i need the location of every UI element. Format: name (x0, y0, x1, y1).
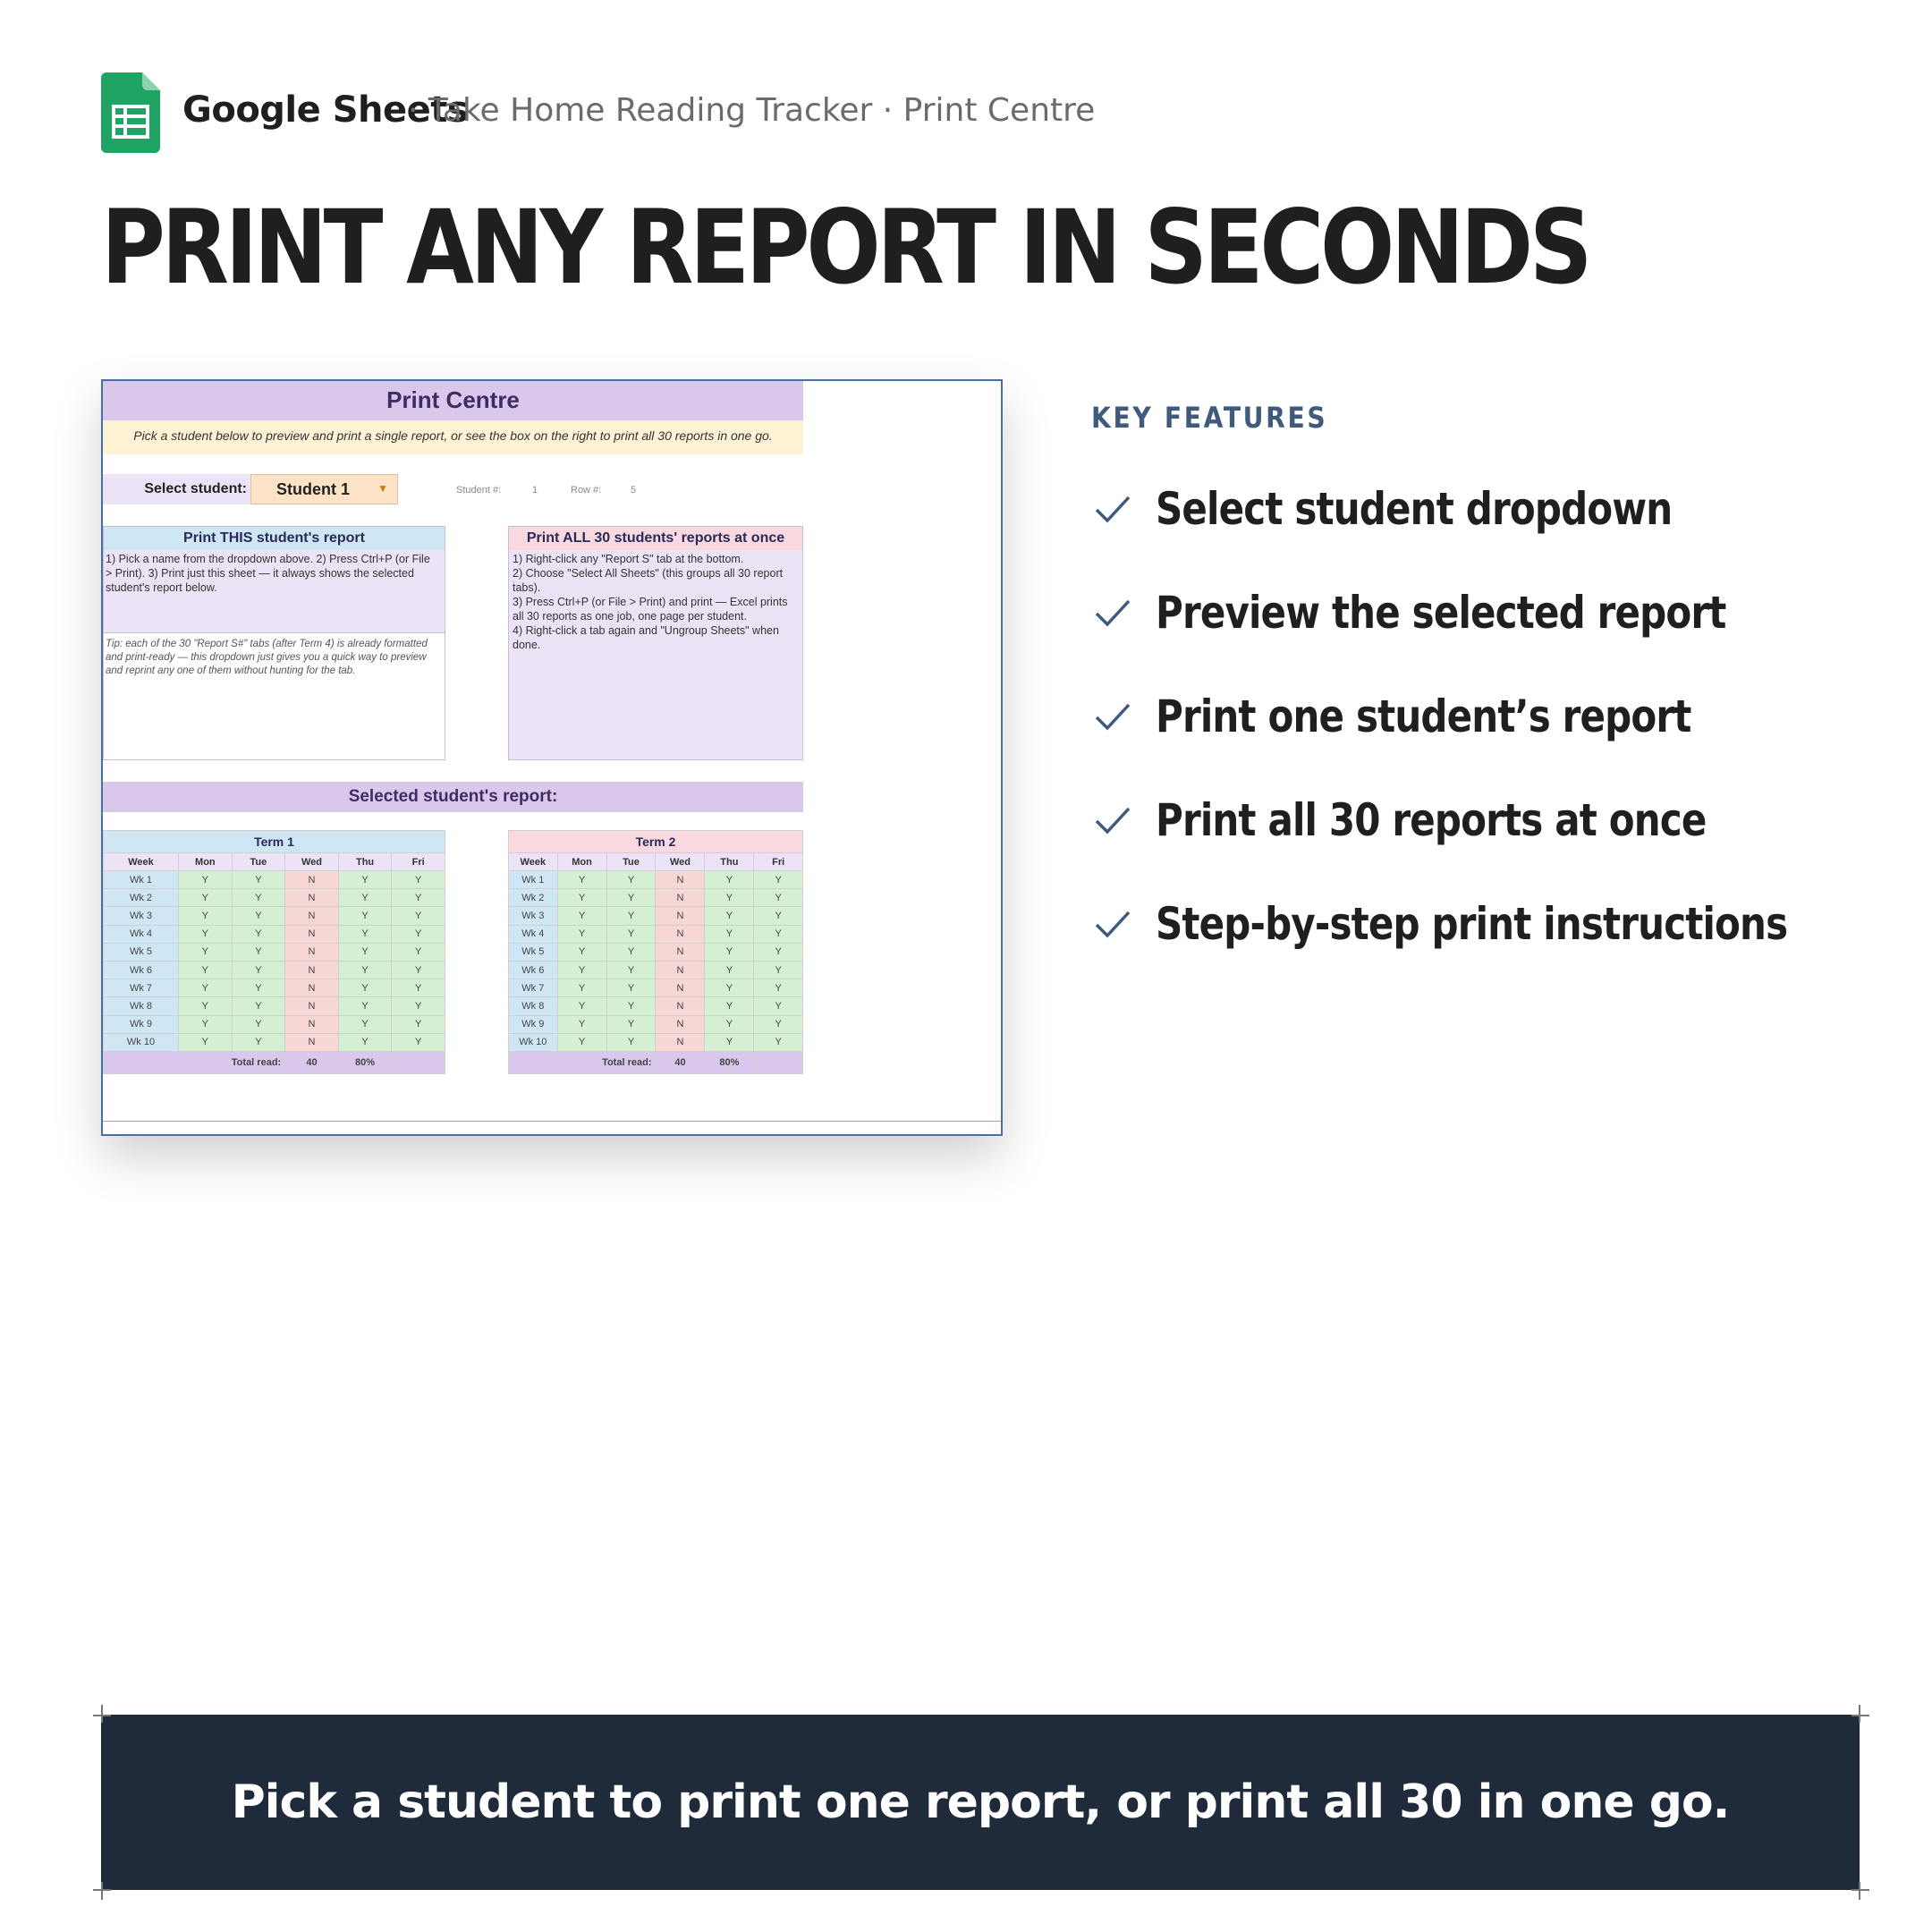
reading-cell: Y (232, 961, 285, 979)
reading-cell: Y (754, 979, 803, 997)
reading-cell: Y (606, 997, 656, 1015)
reading-cell: Y (557, 979, 606, 997)
reading-cell: Y (606, 1015, 656, 1033)
crop-mark (1852, 1889, 1869, 1891)
reading-cell: Y (754, 1033, 803, 1051)
row-number-label: Row #: (571, 485, 602, 496)
reading-cell: Y (754, 1015, 803, 1033)
week-cell: Wk 1 (104, 871, 179, 889)
reading-cell: Y (606, 889, 656, 907)
feature-text: Select student dropdown (1156, 483, 1673, 535)
table-row (104, 979, 445, 997)
app-brand: Google Sheets (182, 89, 469, 131)
total-label: Total read: (104, 1051, 285, 1073)
week-cell: Wk 10 (104, 1033, 179, 1051)
reading-cell: Y (705, 925, 754, 943)
week-cell: Wk 6 (509, 961, 558, 979)
row-number-value: 5 (631, 485, 637, 496)
week-cell: Wk 4 (104, 925, 179, 943)
crop-mark (1859, 1882, 1860, 1900)
reading-cell: Y (557, 943, 606, 961)
table-row (104, 889, 445, 907)
reading-cell: Y (392, 907, 445, 925)
reading-cell: Y (705, 997, 754, 1015)
selected-report-bar (103, 782, 803, 812)
reading-cell: Y (338, 997, 392, 1015)
reading-cell: Y (232, 925, 285, 943)
column-header: Fri (754, 853, 803, 871)
table-row (104, 943, 445, 961)
google-sheets-logo-icon (101, 72, 160, 153)
table-row (104, 997, 445, 1015)
reading-cell: Y (754, 943, 803, 961)
reading-cell: Y (557, 889, 606, 907)
reading-cell: Y (179, 997, 233, 1015)
reading-cell: Y (179, 943, 233, 961)
table-row (509, 925, 803, 943)
print-this-student-steps: 1) Pick a name from the dropdown above. 2) Press Ctrl+P (or File > Print). 3) Print just this sheet — it always shows the selected student's report below. (106, 553, 430, 594)
print-this-student-box (103, 526, 445, 760)
total-value: 40 (285, 1051, 339, 1073)
sheet-note-bar (103, 420, 803, 454)
reading-cell: Y (232, 907, 285, 925)
crop-mark (101, 1705, 103, 1723)
feature-item (1093, 689, 1880, 751)
reading-cell: Y (606, 961, 656, 979)
reading-cell: Y (338, 871, 392, 889)
reading-cell: N (656, 961, 705, 979)
select-student-value: Student 1 (276, 480, 351, 498)
reading-cell: N (656, 1015, 705, 1033)
total-blank (392, 1051, 445, 1073)
table-row (104, 1015, 445, 1033)
week-cell: Wk 3 (509, 907, 558, 925)
reading-cell: Y (754, 907, 803, 925)
week-cell: Wk 8 (509, 997, 558, 1015)
reading-cell: Y (232, 871, 285, 889)
column-header: Week (104, 853, 179, 871)
reading-cell: Y (179, 961, 233, 979)
reading-cell: Y (557, 1015, 606, 1033)
feature-text: Preview the selected report (1156, 587, 1726, 639)
feature-item (1093, 481, 1880, 544)
column-header: Tue (232, 853, 285, 871)
reading-cell: N (656, 979, 705, 997)
reading-cell: Y (705, 943, 754, 961)
column-header: Fri (392, 853, 445, 871)
reading-cell: N (656, 1033, 705, 1051)
reading-cell: Y (232, 1015, 285, 1033)
total-percent: 80% (705, 1051, 754, 1073)
table-row (509, 1015, 803, 1033)
feature-text: Print all 30 reports at once (1156, 794, 1707, 846)
week-cell: Wk 7 (104, 979, 179, 997)
week-cell: Wk 2 (509, 889, 558, 907)
reading-cell: N (656, 889, 705, 907)
total-percent: 80% (338, 1051, 392, 1073)
table-row (509, 997, 803, 1015)
reading-cell: Y (232, 1033, 285, 1051)
reading-cell: Y (557, 997, 606, 1015)
week-cell: Wk 9 (104, 1015, 179, 1033)
reading-cell: Y (754, 961, 803, 979)
week-cell: Wk 10 (509, 1033, 558, 1051)
total-value: 40 (656, 1051, 705, 1073)
reading-cell: Y (392, 889, 445, 907)
feature-item (1093, 896, 1880, 959)
reading-cell: Y (606, 907, 656, 925)
reading-cell: Y (232, 943, 285, 961)
reading-cell: Y (705, 889, 754, 907)
reading-cell: Y (557, 1033, 606, 1051)
column-header: Mon (179, 853, 233, 871)
selected-report-heading: Selected student's report: (348, 787, 558, 806)
reading-cell: Y (232, 889, 285, 907)
week-cell: Wk 4 (509, 925, 558, 943)
print-this-student-tip: Tip: each of the 30 "Report S#" tabs (after Term 4) is already formatted and print-ready — this dropdown just gives you a quick way to preview and reprint any one of them without hunting for the tab. (106, 639, 428, 676)
reading-cell: Y (338, 961, 392, 979)
checkmark-icon (1093, 492, 1132, 528)
reading-cell: Y (338, 943, 392, 961)
reading-cell: N (285, 889, 339, 907)
reading-cell: N (285, 997, 339, 1015)
reading-cell: Y (557, 907, 606, 925)
week-cell: Wk 6 (104, 961, 179, 979)
column-header: Thu (338, 853, 392, 871)
reading-cell: N (285, 979, 339, 997)
column-header: Mon (557, 853, 606, 871)
reading-cell: N (285, 1033, 339, 1051)
reading-cell: Y (392, 997, 445, 1015)
reading-cell: N (656, 907, 705, 925)
checkmark-icon (1093, 596, 1132, 631)
key-features-label: KEY FEATURES (1091, 401, 1328, 435)
reading-cell: Y (557, 871, 606, 889)
reading-cell: Y (557, 961, 606, 979)
week-cell: Wk 5 (104, 943, 179, 961)
reading-cell: Y (606, 1033, 656, 1051)
dropdown-arrow-icon[interactable]: ▼ (377, 482, 388, 495)
reading-cell: Y (705, 1033, 754, 1051)
reading-cell: Y (232, 979, 285, 997)
reading-cell: N (656, 997, 705, 1015)
sheet-note: Pick a student below to preview and print a single report, or see the box on the right to print all 30 reports in one go. (133, 428, 773, 443)
table-row (509, 979, 803, 997)
reading-cell: Y (338, 979, 392, 997)
reading-cell: Y (338, 1033, 392, 1051)
table-row (509, 889, 803, 907)
reading-cell: Y (606, 925, 656, 943)
print-all-students-title: Print ALL 30 students' reports at once (509, 527, 802, 550)
reading-cell: Y (705, 979, 754, 997)
column-header: Wed (285, 853, 339, 871)
table-row (509, 1033, 803, 1051)
feature-item (1093, 792, 1880, 855)
week-cell: Wk 7 (509, 979, 558, 997)
table-row (104, 907, 445, 925)
reading-cell: Y (179, 979, 233, 997)
reading-cell: N (656, 925, 705, 943)
week-cell: Wk 2 (104, 889, 179, 907)
reading-cell: Y (606, 979, 656, 997)
reading-cell: Y (705, 1015, 754, 1033)
table-row (104, 925, 445, 943)
table-row (509, 961, 803, 979)
reading-cell: Y (392, 961, 445, 979)
reading-cell: Y (338, 1015, 392, 1033)
reading-cell: N (285, 925, 339, 943)
reading-cell: Y (392, 925, 445, 943)
reading-cell: Y (392, 871, 445, 889)
reading-cell: Y (392, 1033, 445, 1051)
reading-cell: Y (754, 871, 803, 889)
column-header: Tue (606, 853, 656, 871)
table-row (509, 943, 803, 961)
reading-cell: Y (179, 1015, 233, 1033)
reading-cell: N (285, 961, 339, 979)
reading-cell: Y (606, 871, 656, 889)
spreadsheet-preview (101, 379, 1003, 1136)
table-row (104, 1033, 445, 1051)
week-cell: Wk 1 (509, 871, 558, 889)
reading-cell: N (285, 1015, 339, 1033)
crop-mark (1852, 1715, 1869, 1716)
feature-text: Step-by-step print instructions (1156, 898, 1788, 950)
page-title: PRINT ANY REPORT IN SECONDS (101, 188, 1589, 307)
term-2-table (508, 830, 803, 1074)
print-this-student-title: Print THIS student's report (104, 527, 445, 550)
checkmark-icon (1093, 699, 1132, 735)
feature-text: Print one student’s report (1156, 691, 1691, 742)
reading-cell: Y (754, 997, 803, 1015)
student-number-value: 1 (532, 485, 538, 496)
reading-cell: Y (392, 943, 445, 961)
feature-item (1093, 585, 1880, 648)
reading-cell: Y (705, 871, 754, 889)
reading-cell: Y (705, 907, 754, 925)
reading-cell: Y (179, 1033, 233, 1051)
reading-cell: Y (392, 1015, 445, 1033)
column-header: Week (509, 853, 558, 871)
reading-cell: Y (179, 871, 233, 889)
footer-banner-text: Pick a student to print one report, or print all 30 in one go. (231, 1775, 1730, 1829)
total-label: Total read: (509, 1051, 656, 1073)
reading-cell: Y (338, 925, 392, 943)
table-row (104, 961, 445, 979)
week-cell: Wk 5 (509, 943, 558, 961)
breadcrumb: · Take Home Reading Tracker · Print Centre (408, 92, 1096, 129)
reading-cell: N (285, 943, 339, 961)
select-student-label-cell (103, 474, 250, 504)
term-title: Term 2 (509, 831, 803, 853)
table-row (104, 871, 445, 889)
reading-cell: N (656, 943, 705, 961)
print-all-students-box (508, 526, 803, 760)
week-cell: Wk 3 (104, 907, 179, 925)
total-blank (754, 1051, 803, 1073)
reading-cell: Y (754, 889, 803, 907)
reading-cell: N (656, 871, 705, 889)
crop-mark (101, 1882, 103, 1900)
reading-cell: Y (179, 925, 233, 943)
term-1-table (103, 830, 445, 1074)
table-row (509, 871, 803, 889)
reading-cell: Y (557, 925, 606, 943)
column-header: Thu (705, 853, 754, 871)
select-student-dropdown[interactable] (250, 474, 398, 504)
column-header: Wed (656, 853, 705, 871)
reading-cell: Y (705, 961, 754, 979)
week-cell: Wk 8 (104, 997, 179, 1015)
footer-banner (101, 1715, 1860, 1890)
reading-cell: Y (338, 889, 392, 907)
reading-cell: N (285, 907, 339, 925)
reading-cell: Y (179, 907, 233, 925)
reading-cell: Y (754, 925, 803, 943)
reading-cell: Y (338, 907, 392, 925)
reading-cell: Y (232, 997, 285, 1015)
student-number-label: Student #: (456, 485, 502, 496)
reading-cell: Y (606, 943, 656, 961)
print-all-students-steps: 1) Right-click any "Report S" tab at the bottom. 2) Choose "Select All Sheets" (this groups all 30 report tabs). 3) Press Ctrl+P (or File > Print) and print — Excel prints all 30 reports as one job, one page per student. 4) Right-click a tab again and "Ungroup Sheets" when done. (513, 553, 788, 651)
select-student-label: Select student: (144, 481, 247, 496)
sheet-title: Print Centre (386, 386, 520, 413)
reading-cell: N (285, 871, 339, 889)
checkmark-icon (1093, 907, 1132, 943)
reading-cell: Y (179, 889, 233, 907)
sheet-title-bar (103, 381, 803, 420)
checkmark-icon (1093, 803, 1132, 839)
crop-mark (1859, 1705, 1860, 1723)
term-title: Term 1 (104, 831, 445, 853)
table-row (509, 907, 803, 925)
week-cell: Wk 9 (509, 1015, 558, 1033)
reading-cell: Y (392, 979, 445, 997)
